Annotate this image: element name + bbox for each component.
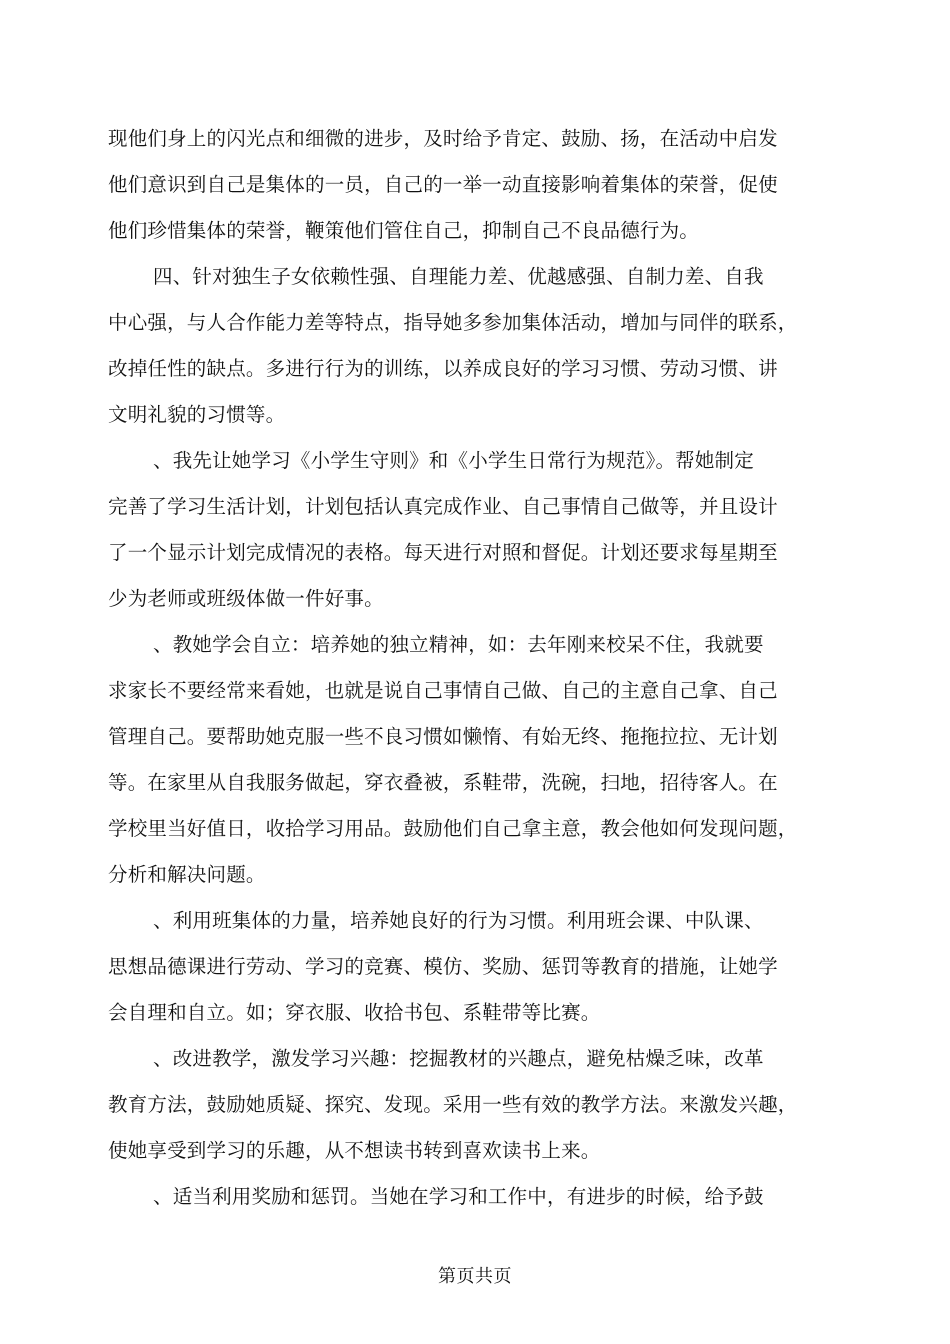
paragraph-1	[108, 116, 844, 254]
text-line: 了一个显示计划完成情况的表格。每天进行对照和督促。计划还要求每星期至	[108, 541, 778, 564]
text-line: 等。在家里从自我服务做起，穿衣叠被，系鞋带，洗碗，扫地，招待客人。在	[108, 771, 778, 794]
document-body	[108, 116, 844, 1220]
text-line: 教育方法，鼓励她质疑、探究、发现。采用一些有效的教学方法。来激发兴趣，	[108, 1093, 798, 1116]
text-line: 会自理和自立。如；穿衣服、收拾书包、系鞋带等比赛。	[108, 1001, 601, 1024]
text-line: 分析和解决问题。	[108, 863, 266, 886]
text-line: 、适当利用奖励和惩罚。当她在学习和工作中，有进步的时候，给予鼓	[153, 1185, 764, 1208]
text-line: 四、针对独生子女依赖性强、自理能力差、优越感强、自制力差、自我	[153, 265, 764, 288]
paragraph-3	[108, 438, 844, 622]
paragraph-6	[108, 1036, 844, 1174]
paragraph-2	[108, 254, 844, 438]
page-footer: 第页共页	[438, 1266, 512, 1287]
text-line: 、改进教学，激发学习兴趣：挖掘教材的兴趣点，避免枯燥乏味，改革	[153, 1047, 764, 1070]
text-line: 、利用班集体的力量，培养她良好的行为习惯。利用班会课、中队课、	[153, 909, 764, 932]
text-line: 文明礼貌的习惯等。	[108, 403, 286, 426]
text-line: 他们珍惜集体的荣誉，鞭策他们管住自己，抑制自己不良品德行为。	[108, 219, 700, 242]
text-line: 、教她学会自立：培养她的独立精神，如：去年刚来校呆不住，我就要	[153, 633, 764, 656]
text-line: 少为老师或班级体做一件好事。	[108, 587, 384, 610]
text-line: 、我先让她学习《小学生守则》和《小学生日常行为规范》。帮她制定	[153, 449, 754, 472]
text-line: 现他们身上的闪光点和细微的进步，及时给予肯定、鼓励、扬，在活动中启发	[108, 127, 778, 150]
text-line: 完善了学习生活计划，计划包括认真完成作业、自己事情自己做等，并且设计	[108, 495, 778, 518]
text-line: 学校里当好值日，收拾学习用品。鼓励他们自己拿主意，教会他如何发现问题，	[108, 817, 798, 840]
text-line: 改掉任性的缺点。多进行行为的训练，以养成良好的学习习惯、劳动习惯、讲	[108, 357, 778, 380]
text-line: 求家长不要经常来看她，也就是说自己事情自己做、自己的主意自己拿、自己	[108, 679, 778, 702]
text-line: 思想品德课进行劳动、学习的竞赛、模仿、奖励、惩罚等教育的措施，让她学	[108, 955, 778, 978]
paragraph-4	[108, 622, 844, 898]
text-line: 中心强，与人合作能力差等特点，指导她多参加集体活动，增加与同伴的联系，	[108, 311, 798, 334]
text-line: 使她享受到学习的乐趣，从不想读书转到喜欢读书上来。	[108, 1139, 601, 1162]
paragraph-5	[108, 898, 844, 1036]
paragraph-7	[108, 1174, 844, 1220]
text-line: 他们意识到自己是集体的一员，自己的一举一动直接影响着集体的荣誉，促使	[108, 173, 778, 196]
text-line: 管理自己。要帮助她克服一些不良习惯如懒惰、有始无终、拖拖拉拉、无计划	[108, 725, 778, 748]
